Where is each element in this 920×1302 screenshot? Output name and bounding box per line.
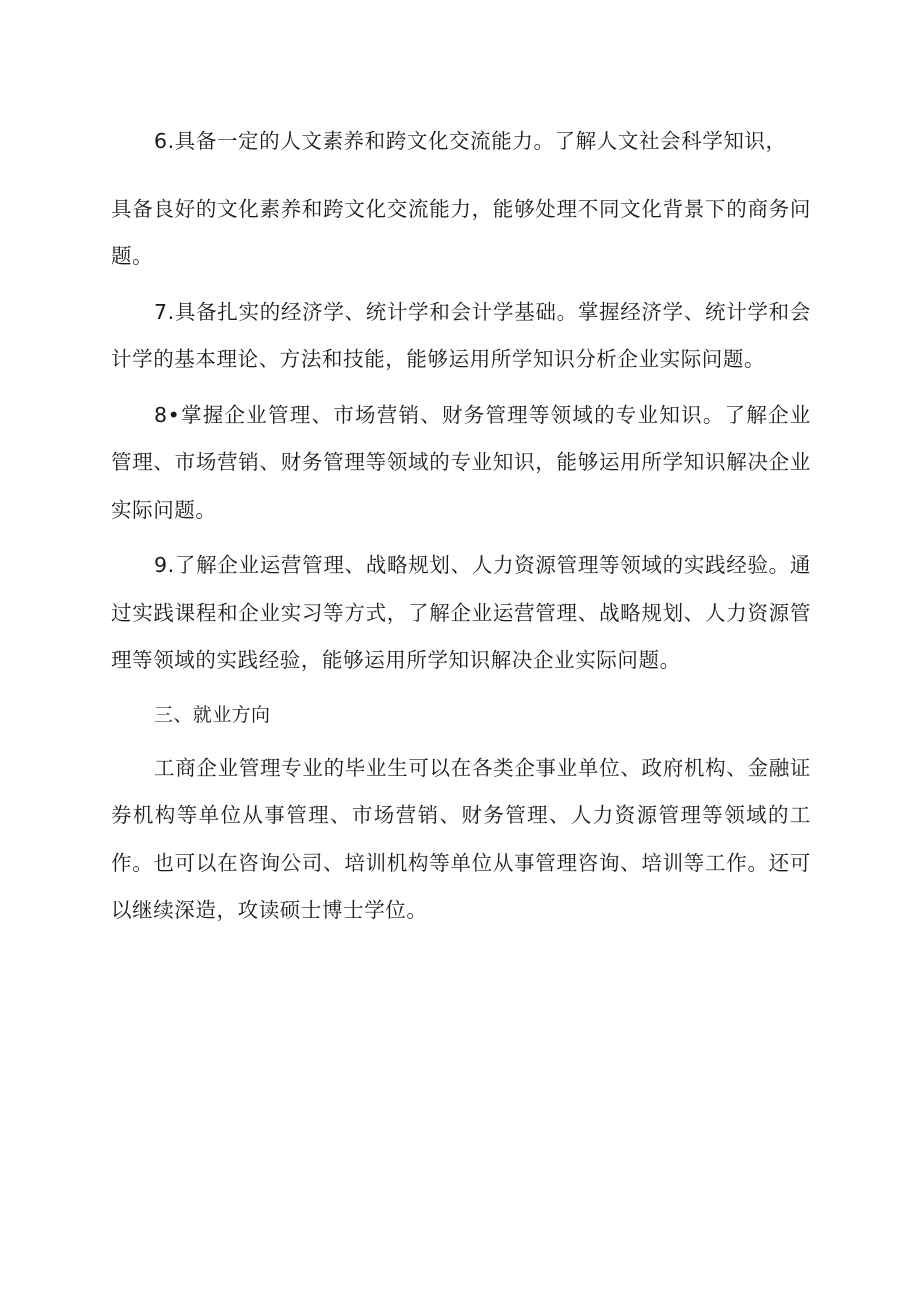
section-heading-employment: 三、就业方向 bbox=[154, 703, 271, 726]
paragraph-item-9: 9.了解企业运营管理、战略规划、人力资源管理等领域的实践经验。通过实践课程和企业实习等方式，了解企业运营管理、战略规划、人力资源管理等领域的实践经验，能够运用所学知识解决企业实际问题。 bbox=[111, 553, 811, 672]
document-body bbox=[111, 118, 811, 943]
paragraph-item-6-detail: 具备良好的文化素养和跨文化交流能力，能够处理不同文化背景下的商务问题。 bbox=[111, 196, 811, 268]
paragraph-item-6-intro: 6.具备一定的人文素养和跨文化交流能力。了解人文社会科学知识， bbox=[154, 129, 787, 153]
paragraph-employment: 工商企业管理专业的毕业生可以在各类企事业单位、政府机构、金融证券机构等单位从事管理、市场营销、财务管理、人力资源管理等领域的工作。也可以在咨询公司、培训机构等单位从事管理咨询、培训等工作。还可以继续深造，攻读硕士博士学位。 bbox=[111, 755, 811, 922]
paragraph-item-7: 7.具备扎实的经济学、统计学和会计学基础。掌握经济学、统计学和会计学的基本理论、方法和技能，能够运用所学知识分析企业实际问题。 bbox=[111, 299, 811, 371]
paragraph-item-8: 8•掌握企业管理、市场营销、财务管理等领域的专业知识。了解企业管理、市场营销、财务管理等领域的专业知识，能够运用所学知识解决企业实际问题。 bbox=[111, 402, 811, 522]
